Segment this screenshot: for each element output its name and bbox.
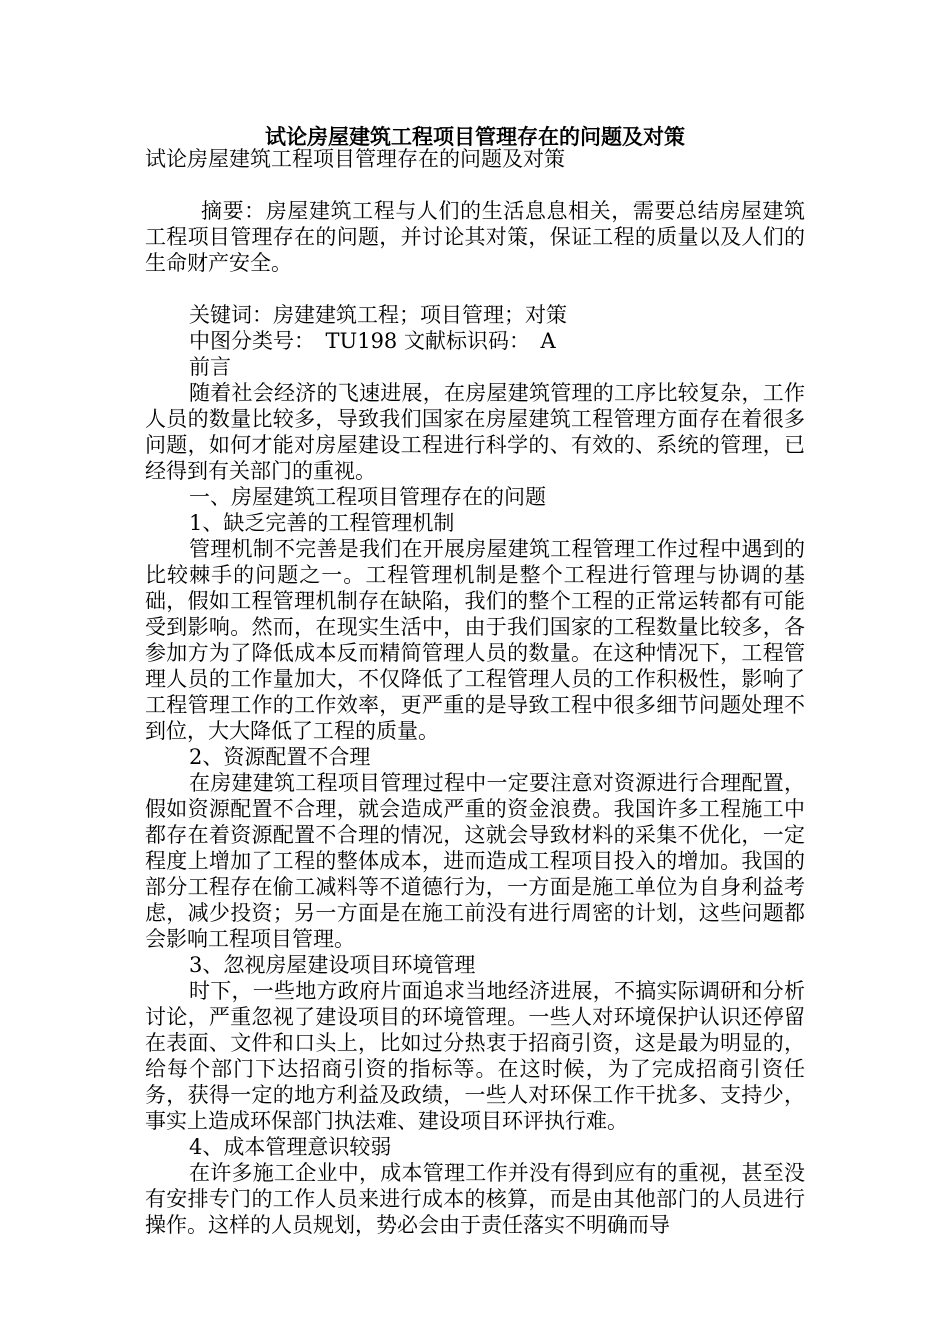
preface-heading: 前言: [189, 355, 231, 379]
subsection-heading-3: 3、忽视房屋建设项目环境管理: [189, 953, 476, 977]
subsection-paragraph-4: 在许多施工企业中，成本管理工作并没有得到应有的重视，甚至没有安排专门的工作人员来进行成本的核算，而是由其他部门的人员进行操作。这样的人员规划，势必会由于责任落实不明确而导: [145, 1161, 805, 1237]
document-title: 试论房屋建筑工程项目管理存在的问题及对策: [265, 124, 685, 149]
section-heading-1: 一、房屋建筑工程项目管理存在的问题: [189, 485, 546, 509]
subsection-heading-1: 1、缺乏完善的工程管理机制: [189, 511, 455, 535]
spacer: [145, 276, 805, 302]
preface-paragraph: 随着社会经济的飞速进展，在房屋建筑管理的工序比较复杂，工作人员的数量比较多，导致我们国家在房屋建筑工程管理方面存在着很多问题，如何才能对房屋建设工程进行科学的、有效的、系统的管理，已经得到有关部门的重视。: [145, 381, 805, 483]
abstract-paragraph: 摘要：房屋建筑工程与人们的生活息息相关，需要总结房屋建筑工程项目管理存在的问题，并讨论其对策，保证工程的质量以及人们的生命财产安全。: [145, 199, 805, 275]
keywords-line: 关键词：房建建筑工程；项目管理；对策: [189, 303, 567, 327]
subsection-paragraph-1: 管理机制不完善是我们在开展房屋建筑工程管理工作过程中遇到的比较棘手的问题之一。工程管理机制是整个工程进行管理与协调的基础，假如工程管理机制存在缺陷，我们的整个工程的正常运转都有可能受到影响。然而，在现实生活中，由于我们国家的工程数量比较多，各参加方为了降低成本反而精简管理人员的数量。在这种情况下，工程管理人员的工作量加大，不仅降低了工程管理人员的工作积极性，影响了工程管理工作的工作效率，更严重的是导致工程中很多细节问题处理不到位，大大降低了工程的质量。: [145, 537, 805, 743]
subsection-heading-2: 2、资源配置不合理: [189, 745, 371, 769]
classification-line: 中图分类号： TU198 文献标识码： A: [189, 329, 556, 353]
subsection-paragraph-2: 在房建建筑工程项目管理过程中一定要注意对资源进行合理配置，假如资源配置不合理，就会造成严重的资金浪费。我国许多工程施工中都存在着资源配置不合理的情况，这就会导致材料的采集不优化，一定程度上增加了工程的整体成本，进而造成工程项目投入的增加。我国的部分工程存在偷工减料等不道德行为，一方面是施工单位为自身利益考虑，减少投资；另一方面是在施工前没有进行周密的计划，这些问题都会影响工程项目管理。: [145, 771, 805, 951]
document-subtitle: 试论房屋建筑工程项目管理存在的问题及对策: [145, 147, 565, 171]
document-body: [145, 146, 805, 1238]
subsection-heading-4: 4、成本管理意识较弱: [189, 1135, 392, 1159]
spacer: [145, 172, 805, 198]
subsection-paragraph-3: 时下，一些地方政府片面追求当地经济进展，不搞实际调研和分析讨论，严重忽视了建设项目的环境管理。一些人对环境保护认识还停留在表面、文件和口头上，比如过分热衷于招商引资，这是最为明显的，给每个部门下达招商引资的指标等。在这时候，为了完成招商引资任务，获得一定的地方利益及政绩，一些人对环保工作干扰多、支持少，事实上造成环保部门执法难、建设项目环评执行难。: [145, 979, 805, 1133]
